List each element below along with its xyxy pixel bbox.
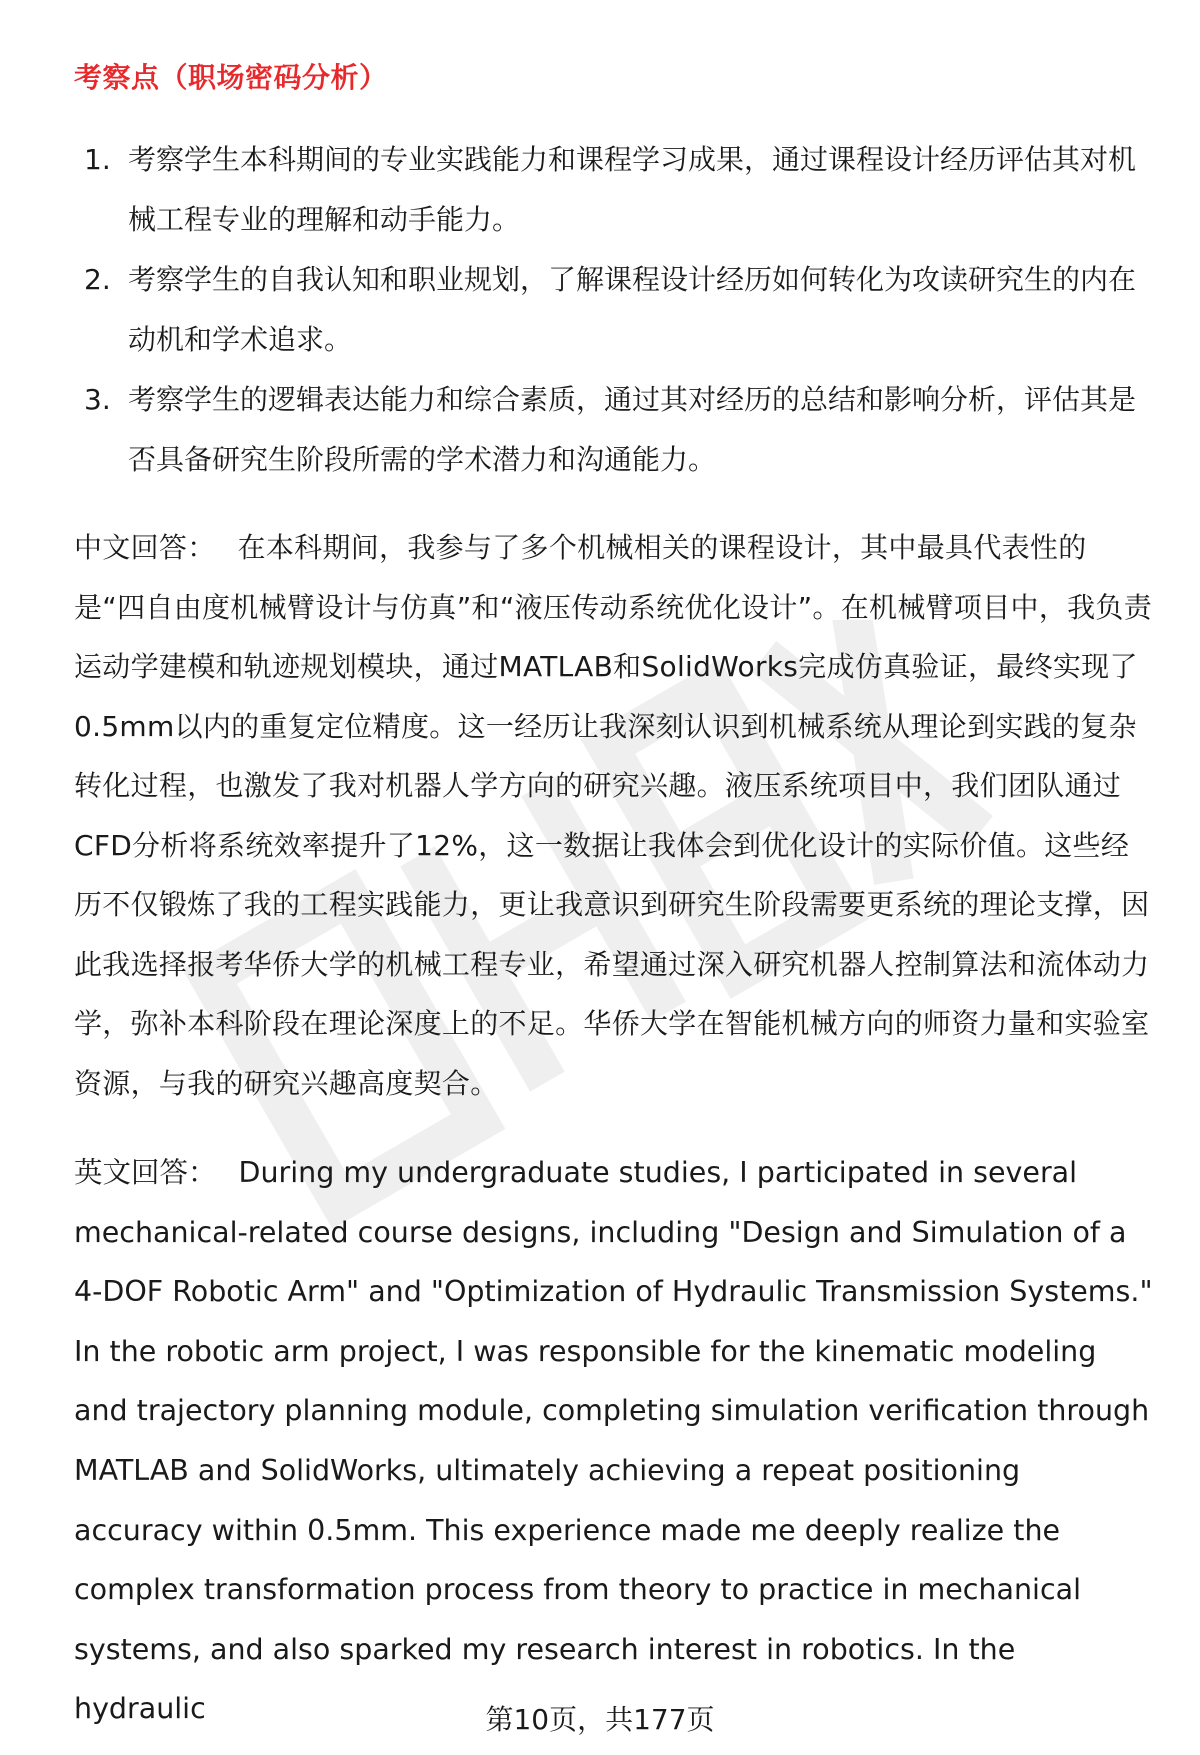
english-answer <box>74 1143 1154 1739</box>
chinese-answer-text: 在本科期间，我参与了多个机械相关的课程设计，其中最具代表性的是“四自由度机械臂设计与仿真”和“液压传动系统优化设计”。在机械臂项目中，我负责运动学建模和轨迹规划模块，通过MATLAB和SolidWorks完成仿真验证，最终实现了0.5mm以内的重复定位精度。这一经历让我深刻认识到机械系统从理论到实践的复杂转化过程，也激发了我对机器人学方向的研究兴趣。液压系统项目中，我们团队通过CFD分析将系统效率提升了12%，这一数据让我体会到优化设计的实际价值。这些经历不仅锻炼了我的工程实践能力，更让我意识到研究生阶段需要更系统的理论支撑，因此我选择报考华侨大学的机械工程专业，希望通过深入研究机器人控制算法和流体动力学，弥补本科阶段在理论深度上的不足。华侨大学在智能机械方向的师资力量和实验室资源，与我的研究兴趣高度契合。 <box>74 531 1153 1100</box>
assessment-point <box>74 250 1144 370</box>
chinese-answer-label: 中文回答： <box>74 531 216 564</box>
chinese-answer <box>74 518 1154 1113</box>
assessment-points-list <box>74 130 1144 490</box>
point-number: 2. <box>84 263 111 296</box>
english-answer-label: 英文回答： <box>74 1156 217 1189</box>
point-text: 考察学生的逻辑表达能力和综合素质，通过其对经历的总结和影响分析，评估其是否具备研究生阶段所需的学术潜力和沟通能力。 <box>128 383 1137 476</box>
point-number: 1. <box>84 143 111 176</box>
point-text: 考察学生的自我认知和职业规划，了解课程设计经历如何转化为攻读研究生的内在动机和学术追求。 <box>128 263 1137 356</box>
english-answer-text: During my undergraduate studies, I participated in several mechanical-related course designs, including "Design and Simulation of a 4-DOF Robotic Arm" and "Optimization of Hydraulic Transmission Systems." In the robotic arm project, I was responsible for the kinematic modeling and trajectory planning module, completing simulation verification through MATLAB and SolidWorks, ultimately achieving a repeat positioning accuracy within 0.5mm. This experience made me deeply realize the complex transformation process from theory to practice in mechanical systems, and also sparked my research interest in robotics. In the hydraulic <box>74 1156 1153 1726</box>
point-text: 考察学生本科期间的专业实践能力和课程学习成果，通过课程设计经历评估其对机械工程专业的理解和动手能力。 <box>128 143 1137 236</box>
assessment-point <box>74 130 1144 250</box>
assessment-point <box>74 370 1144 490</box>
section-title: 考察点（职场密码分析） <box>74 61 388 94</box>
point-number: 3. <box>84 383 111 416</box>
page-number-footer: 第10页，共177页 <box>485 1703 715 1736</box>
